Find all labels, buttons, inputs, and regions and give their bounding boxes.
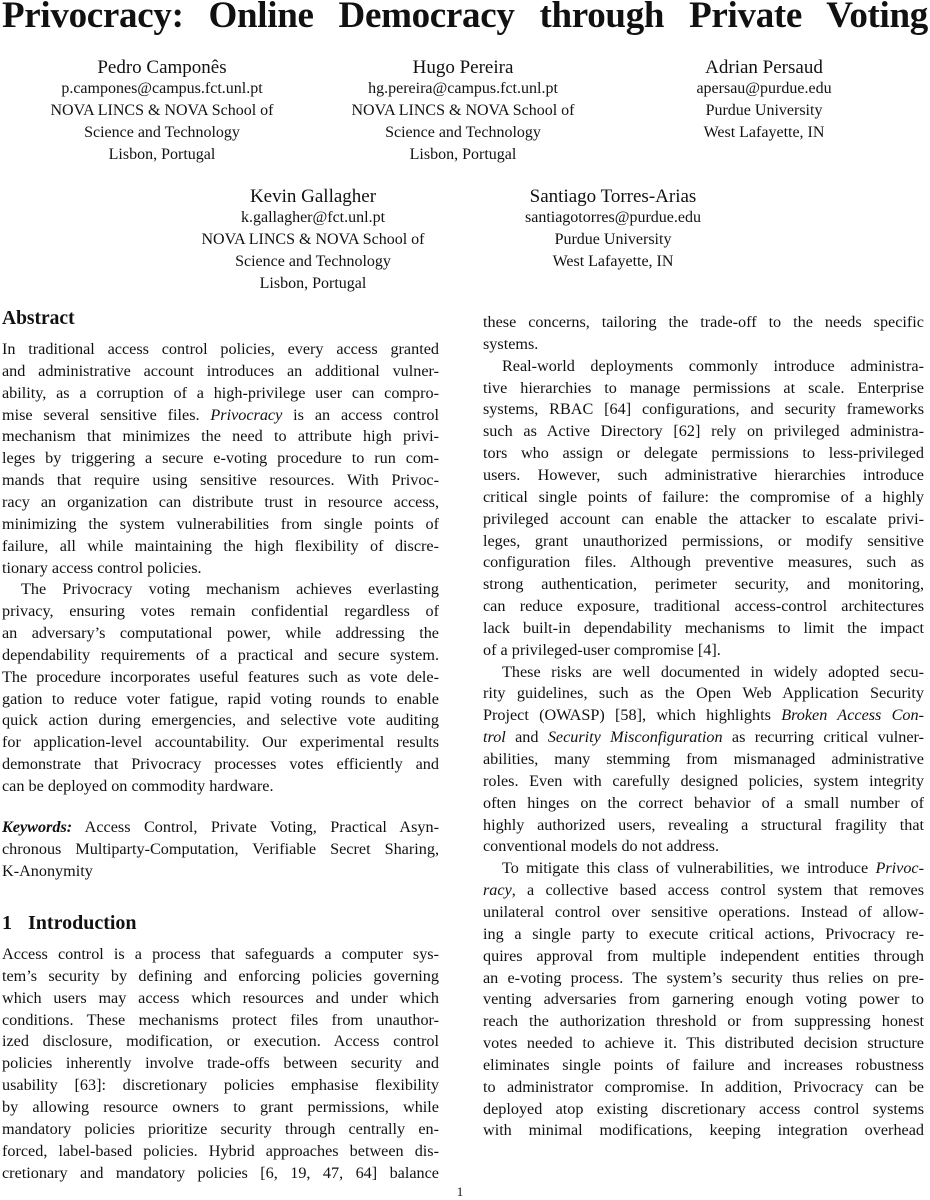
author-block [12,56,312,166]
text-line: privacy, ensuring votes remain confidential regardless of [2,602,439,621]
text-line [2,816,439,838]
author-email[interactable]: apersau@purdue.edu [696,80,832,97]
text-line: mands that require using sensitive resources. With Privoc- [2,471,439,490]
text-line: tionary access control policies. [2,558,202,577]
text-line: chronous Multiparty-Computation, Verifiable Secret Sharing, [2,839,439,858]
text-line: users. However, such administrative hierarchies introduce [483,465,924,484]
text-line: dependability requirements of a practical and secure system. [2,645,439,664]
text-line: forced, label-based policies. Hybrid approaches between dis- [2,1141,439,1160]
text-line: K-Anonymity [2,861,93,880]
author-email[interactable]: hg.pereira@campus.fct.unl.pt [368,80,558,97]
text-line: quick action during emergencies, and selective vote auditing [2,711,439,730]
text-line: for application-level accountability. Our experimental results [2,733,439,752]
author-name: Hugo Pereira [412,57,514,78]
text-line: these concerns, tailoring the trade-off to the needs specific [483,313,924,331]
text-line: The Privocracy voting mechanism achieves everlasting [21,580,439,599]
text-line: Access control is a process that safeguards a computer sys- [2,945,439,963]
text-line: leges by triggering a secure e-voting procedure to run com- [2,449,439,468]
text-line [483,704,924,726]
author-name: Adrian Persaud [705,57,823,78]
section-title: Introduction [28,912,137,934]
text-span: To mitigate this class of vulnerabilities, we introduce [502,859,876,878]
text-line: conventional models do not address. [483,837,720,856]
text-line: with minimal modifications, keeping integration overhead [483,1121,924,1140]
text-line: such as Active Directory [62] rely on privileged administra- [483,422,924,441]
text-line: critical single points of failure: the compromise of a highly [483,487,924,506]
author-affiliation: West Lafayette, IN [703,124,825,141]
text-span: Access Control, Private Voting, Practical Asyn- [72,818,439,836]
text-span: Project (OWASP) [58], which highlights [483,706,782,725]
author-block [463,185,763,273]
author-name: Pedro Camponês [97,57,227,78]
author-affiliation: Lisbon, Portugal [259,275,367,292]
text-line: an adversary’s computational power, while addressing the [2,624,439,643]
text-line: conditions. These mechanisms protect files from unauthor- [2,1010,439,1029]
text-line: tem’s security by defining and enforcing policies governing [2,966,439,985]
author-name: Santiago Torres-Arias [529,186,697,207]
author-name: Kevin Gallagher [249,186,377,207]
text-line: votes needed to achieve it. This distributed decision structure [483,1034,924,1053]
text-line: quires approval from multiple independent entities through [483,946,924,965]
author-email[interactable]: p.campones@campus.fct.unl.pt [61,80,263,97]
text-line: reach the authorization threshold or from suppressing honest [483,1012,924,1031]
introduction-heading [2,912,137,935]
text-line [2,404,439,426]
text-line: strong authentication, perimeter security, and monitoring, [483,575,924,594]
text-line: racy an organization can distribute trust in resource access, [2,492,439,511]
keywords-label: Keywords: [2,818,73,836]
emphasized-text: Privoc- [875,859,924,878]
emphasized-text: Broken Access Con- [781,706,924,725]
text-line: The procedure incorporates useful features such as vote dele- [2,667,439,686]
text-line: gation to reduce voter fatigue, rapid voting rounds to enable [2,689,439,708]
text-line: eliminates single points of failure and increases robustness [483,1055,924,1074]
text-line: an e-voting process. The system’s security thus relies on pre- [483,968,924,987]
text-line: mandatory policies prioritize security through centrally en- [2,1119,439,1138]
author-block [614,56,914,144]
text-span: mise several sensitive files. [2,405,211,424]
text-line: In traditional access control policies, every access granted [2,340,439,358]
text-line: tive hierarchies to manage permissions at scale. Enterprise [483,378,924,397]
text-line: can be deployed on commodity hardware. [2,777,274,795]
text-line: lack built-in dependability mechanisms to limit the impact [483,618,924,637]
text-line: venting adversaries from garnering enough voting power to [483,990,924,1009]
author-affiliation: Lisbon, Portugal [409,146,517,163]
author-affiliation: West Lafayette, IN [552,253,674,270]
abstract-heading: Abstract [2,308,75,329]
text-line: systems, RBAC [64] configurations, and security frameworks [483,400,924,419]
text-line: deployed atop existing discretionary access control systems [483,1099,924,1118]
text-line: ized disclosure, modification, or execution. Access control [2,1032,439,1051]
emphasized-text: trol [483,728,506,747]
text-line: highly authorized users, revealing a structural fragility that [483,815,924,834]
page-number: 1 [456,1184,464,1199]
text-line: often hinges on the correct behavior of a small number of [483,793,924,812]
text-line: by allowing resource owners to grant permissions, while [2,1097,439,1116]
text-line: mechanism that minimizes the need to attribute high privi- [2,427,439,446]
text-line: privileged account can enable the attacker to escalate privi- [483,509,924,528]
text-line: of a privileged-user compromise [4]. [483,640,721,659]
author-email[interactable]: k.gallagher@fct.unl.pt [240,209,386,226]
author-affiliation: Purdue University [705,102,823,119]
author-affiliation: Science and Technology [84,124,240,141]
text-line: unilateral control over sensitive operations. Instead of allow- [483,902,924,921]
author-block [313,56,613,166]
paper-title: Privocracy: Online Democracy through Private Voting [2,0,928,36]
author-email[interactable]: santiagotorres@purdue.edu [524,209,701,226]
section-number: 1 [2,912,12,934]
text-line: rity guidelines, such as the Open Web Application Security [483,684,924,703]
text-line: which users may access which resources and under which [2,988,439,1007]
author-affiliation: Purdue University [554,231,672,248]
emphasized-text: Security Misconfiguration [547,728,723,747]
text-line: abilities, many stemming from mismanaged administrative [483,750,924,768]
text-line: configuration files. Although preventive measures, such as [483,553,924,572]
text-line: demonstrate that Privocracy processes votes efficiently and [2,755,439,774]
author-affiliation: Lisbon, Portugal [108,146,216,163]
text-line: cretionary and mandatory policies [6, 19, 47, 64] balance [2,1163,439,1182]
text-line: minimizing the system vulnerabilities from single points of [2,514,439,533]
author-affiliation: NOVA LINCS & NOVA School of [201,231,425,248]
text-line: policies inherently involve trade-offs between security and [2,1054,439,1073]
text-line: systems. [483,334,539,353]
text-line: ability, as a corruption of a high-privilege user can compro- [2,383,439,402]
text-line: to administrator compromise. In addition, Privocracy can be [483,1077,924,1096]
text-line: Real-world deployments commonly introduce administra- [502,356,924,375]
author-block [163,185,463,295]
text-span: , a collective based access control system that removes [511,881,924,900]
emphasized-text: Privocracy [210,405,283,424]
text-line: usability [63]: discretionary policies emphasise flexibility [2,1076,439,1095]
text-line: roles. Even with carefully designed policies, system integrity [483,771,924,790]
text-span: is an access control [282,405,439,424]
text-line [483,879,924,901]
text-span: and [505,728,548,747]
text-line: leges, grant unauthorized permissions, or modify sensitive [483,531,924,550]
text-line: failure, all while maintaining the high flexibility of discre- [2,536,439,555]
author-affiliation: NOVA LINCS & NOVA School of [351,102,575,119]
author-affiliation: NOVA LINCS & NOVA School of [50,102,274,119]
text-line: These risks are well documented in widely adopted secu- [502,662,924,681]
text-line: tors who assign or delegate permissions to less-privileged [483,444,924,463]
text-line: ing a single party to execute critical actions, Privocracy re- [483,924,924,943]
text-span: as recurring critical vulner- [722,728,924,747]
text-line [483,857,924,879]
author-affiliation: Science and Technology [235,253,391,270]
text-line [483,726,924,748]
text-line: can reduce exposure, traditional access-control architectures [483,597,924,616]
emphasized-text: racy [483,881,512,900]
author-affiliation: Science and Technology [385,124,541,141]
text-line: and administrative account introduces an additional vulner- [2,361,439,380]
